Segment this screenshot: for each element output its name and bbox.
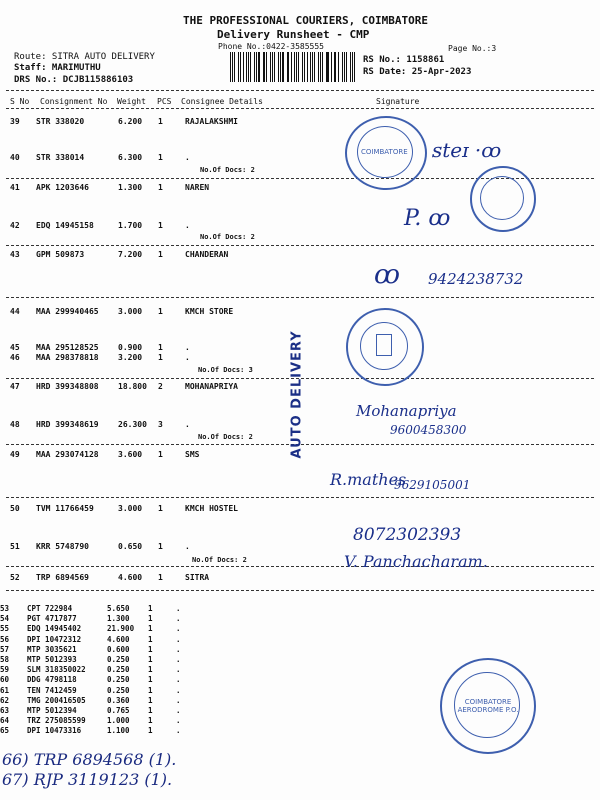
table-row — [8, 504, 308, 516]
divider — [6, 497, 594, 498]
barcode-bar — [274, 52, 275, 82]
barcode-bar — [346, 52, 347, 82]
row-sno: 41 — [10, 183, 20, 192]
row-consignee: . — [185, 221, 190, 230]
handwritten-name-2: R.mathes — [330, 470, 407, 489]
electronics-stamp — [470, 166, 536, 232]
row-sno: 65 — [0, 726, 10, 736]
row-consignment: GPM 509873 — [36, 250, 85, 259]
row-pcs: 1 — [148, 604, 153, 613]
row-weight: 0.250 — [107, 675, 130, 685]
row-consignee: RAJALAKSHMI — [185, 117, 238, 126]
row-consignee: . — [185, 420, 190, 429]
handwritten-phone-2: 9600458300 — [390, 423, 467, 437]
stamp-text: COIMBATORE — [361, 148, 408, 156]
row-pcs: 1 — [148, 644, 153, 654]
divider — [6, 90, 594, 91]
row-pcs: 1 — [148, 685, 153, 695]
row-pcs: 1 — [158, 221, 163, 230]
row-consignment: STR 338014 — [36, 153, 85, 162]
row-consignment: EDQ 14945402 — [27, 624, 82, 634]
row-pcs: 1 — [148, 675, 153, 685]
row-consignee: . — [176, 675, 181, 685]
row-consignee: . — [176, 665, 181, 675]
row-consignee: . — [176, 685, 181, 695]
row-consignment: HRD 399348808 — [36, 382, 99, 391]
barcode-bar — [278, 52, 279, 82]
row-weight: 3.000 — [118, 504, 143, 513]
row-sno: 54 — [0, 614, 10, 624]
company-title: THE PROFESSIONAL COURIERS, COIMBATORE — [183, 14, 429, 27]
barcode-bar — [258, 52, 259, 82]
row-consignee: . — [176, 624, 181, 634]
docs-count: No.Of Docs: 2 — [200, 233, 255, 241]
runsheet-subtitle: Delivery Runsheet - CMP — [217, 28, 370, 41]
barcode-bar — [238, 52, 239, 82]
row-consignment: CPT 722984 — [27, 604, 73, 613]
row-consignment: MAA 295128525 — [36, 343, 99, 352]
row-sno: 51 — [10, 542, 20, 551]
row-pcs: 1 — [148, 614, 153, 624]
drs-number: DRS No.: DCJB115886103 — [14, 75, 134, 85]
table-row — [8, 450, 308, 462]
handwritten-entry-66: 66) TRP 6894568 (1). — [2, 750, 177, 769]
table-row — [8, 307, 308, 319]
barcode-bar — [322, 52, 323, 82]
row-pcs: 1 — [158, 183, 163, 192]
table-row — [8, 382, 308, 394]
row-pcs: 1 — [158, 504, 163, 513]
phone-number: Phone No.:0422-3585555 — [218, 42, 324, 51]
barcode — [230, 52, 358, 82]
row-sno: 46 — [10, 353, 20, 362]
route-label: Route: SITRA AUTO DELIVERY — [14, 52, 155, 62]
row-pcs: 1 — [158, 573, 163, 582]
row-weight: 3.200 — [118, 353, 143, 362]
barcode-bar — [254, 52, 255, 82]
row-pcs: 1 — [158, 153, 163, 162]
row-weight: 1.300 — [118, 183, 143, 192]
row-sno: 45 — [10, 343, 20, 352]
barcode-bar — [266, 52, 267, 82]
table-row — [8, 353, 308, 365]
col-consignment: Consignment No — [40, 97, 108, 106]
row-consignment: MAA 293074128 — [36, 450, 99, 459]
barcode-bar — [327, 52, 328, 82]
row-weight: 1.100 — [107, 726, 130, 736]
row-sno: 55 — [0, 624, 10, 634]
row-consignee: KMCH STORE — [185, 307, 234, 316]
row-weight: 1.300 — [107, 614, 130, 624]
row-weight: 6.300 — [118, 153, 143, 162]
row-consignment: DPI 10473316 — [27, 726, 82, 736]
row-sno: 58 — [0, 655, 10, 664]
barcode-bar — [335, 52, 336, 82]
table-row — [0, 726, 200, 738]
auto-delivery-text: AUTO DELIVERY — [289, 330, 305, 459]
row-consignment: TRZ 275085599 — [27, 716, 86, 726]
row-consignee: . — [176, 716, 181, 726]
row-consignee: SITRA — [185, 573, 210, 582]
row-consignment: MAA 299940465 — [36, 307, 99, 316]
handwritten-name-3: V. Panchacharam. — [344, 552, 488, 571]
barcode-bar — [250, 52, 251, 82]
handwritten-phone-4: 8072302393 — [353, 525, 462, 545]
row-pcs: 1 — [158, 117, 163, 126]
row-sno: 48 — [10, 420, 20, 429]
row-weight: 0.765 — [107, 706, 130, 715]
col-pcs: PCS — [157, 97, 172, 106]
row-consignment: STR 338020 — [36, 117, 85, 126]
rs-date: RS Date: 25-Apr-2023 — [363, 67, 472, 77]
row-sno: 43 — [10, 250, 20, 259]
row-weight: 4.600 — [118, 573, 143, 582]
staff-label: Staff: MARIMUTHU — [14, 63, 101, 73]
row-sno: 39 — [10, 117, 20, 126]
row-pcs: 1 — [148, 726, 153, 736]
barcode-bar — [282, 52, 283, 82]
row-weight: 1.000 — [107, 716, 130, 726]
row-consignment: TEN 7412459 — [27, 685, 77, 695]
row-consignee: MOHANAPRIYA — [185, 382, 238, 391]
signature-scribble: ꝏ — [374, 260, 400, 290]
row-consignment: SLM 318350022 — [27, 665, 86, 675]
table-row — [8, 183, 308, 195]
rs-number: RS No.: 1158861 — [363, 55, 445, 65]
signature-scribble: P. ꝏ — [404, 206, 451, 231]
handwritten-name-1: Mohanapriya — [356, 402, 457, 420]
row-consignee: . — [176, 726, 181, 736]
row-weight: 6.200 — [118, 117, 143, 126]
row-consignee: NAREN — [185, 183, 210, 192]
row-consignee: . — [185, 542, 190, 551]
docs-count: No.Of Docs: 2 — [198, 433, 253, 441]
docs-count: No.Of Docs: 2 — [200, 166, 255, 174]
row-sno: 40 — [10, 153, 20, 162]
row-pcs: 1 — [158, 307, 163, 316]
row-consignment: EDQ 14945158 — [36, 221, 94, 230]
row-sno: 53 — [0, 604, 10, 613]
row-sno: 63 — [0, 706, 10, 715]
barcode-bar — [314, 52, 315, 82]
barcode-bar — [310, 52, 311, 82]
row-consignee: . — [176, 706, 181, 715]
post-office-stamp — [440, 658, 536, 754]
row-pcs: 2 — [158, 382, 163, 391]
row-consignee: . — [176, 604, 181, 613]
row-sno: 42 — [10, 221, 20, 230]
row-sno: 47 — [10, 382, 20, 391]
row-weight: 7.200 — [118, 250, 143, 259]
row-weight: 0.600 — [107, 644, 130, 654]
row-consignee: KMCH HOSTEL — [185, 504, 238, 513]
table-row — [8, 573, 308, 585]
row-consignee: . — [176, 644, 181, 654]
docs-count: No.Of Docs: 2 — [192, 556, 247, 564]
divider — [6, 108, 594, 109]
row-sno: 59 — [0, 665, 10, 675]
row-weight: 21.900 — [107, 624, 135, 634]
barcode-bar — [288, 52, 289, 82]
barcode-bar — [298, 52, 299, 82]
handwritten-entry-67: 67) RJP 3119123 (1). — [2, 770, 173, 789]
row-pcs: 1 — [148, 695, 153, 705]
row-consignment: MAA 298378818 — [36, 353, 99, 362]
row-consignment: KRR 5748790 — [36, 542, 89, 551]
row-pcs: 1 — [158, 353, 163, 362]
table-row — [8, 153, 308, 165]
row-weight: 0.650 — [118, 542, 143, 551]
row-sno: 56 — [0, 634, 10, 644]
row-consignee: . — [176, 655, 181, 664]
hospital-stamp — [346, 308, 424, 386]
barcode-bar — [302, 52, 303, 82]
signature-scribble: ꜱteɪ ·ꝏ — [432, 138, 502, 162]
col-signature: Signature — [376, 97, 420, 106]
col-consignee: Consignee Details — [181, 97, 263, 106]
row-sno: 57 — [0, 644, 10, 654]
row-consignment: HRD 399348619 — [36, 420, 99, 429]
row-weight: 26.300 — [118, 420, 147, 429]
barcode-bar — [240, 52, 241, 82]
divider — [6, 590, 594, 591]
row-consignment: TMG 200416505 — [27, 695, 86, 705]
row-weight: 3.000 — [118, 307, 143, 316]
row-weight: 0.900 — [118, 343, 143, 352]
row-consignment: APK 1203646 — [36, 183, 89, 192]
docs-count: No.Of Docs: 3 — [198, 366, 253, 374]
row-weight: 0.250 — [107, 665, 130, 675]
row-consignment: PGT 4717877 — [27, 614, 77, 624]
row-pcs: 1 — [148, 706, 153, 715]
col-sno: S No — [10, 97, 30, 106]
row-sno: 61 — [0, 685, 10, 695]
barcode-bar — [338, 52, 339, 82]
company-stamp — [345, 116, 427, 190]
row-consignee: . — [185, 343, 190, 352]
row-consignee: . — [176, 614, 181, 624]
row-sno: 64 — [0, 716, 10, 726]
row-pcs: 1 — [158, 542, 163, 551]
row-pcs: 1 — [148, 716, 153, 726]
row-weight: 18.800 — [118, 382, 147, 391]
row-consignment: TVM 11766459 — [36, 504, 94, 513]
row-pcs: 1 — [148, 624, 153, 634]
table-row — [8, 542, 308, 554]
row-sno: 49 — [10, 450, 20, 459]
row-sno: 62 — [0, 695, 10, 705]
table-row — [8, 221, 308, 233]
row-consignment: MTP 5012393 — [27, 655, 77, 664]
row-pcs: 1 — [148, 634, 153, 644]
handwritten-phone-1: 9424238732 — [428, 270, 524, 288]
row-weight: 0.250 — [107, 655, 130, 664]
table-row — [8, 420, 308, 432]
divider — [6, 245, 594, 246]
stamp-text: COIMBATORE AERODROME P.O. — [457, 698, 519, 714]
barcode-bar — [230, 52, 231, 82]
table-row — [8, 250, 308, 262]
row-pcs: 1 — [148, 665, 153, 675]
row-consignee: . — [185, 353, 190, 362]
row-consignment: DPI 10472312 — [27, 634, 82, 644]
row-pcs: 1 — [158, 250, 163, 259]
row-consignment: MTP 5012394 — [27, 706, 77, 715]
row-weight: 0.250 — [107, 685, 130, 695]
row-weight: 5.650 — [107, 604, 130, 613]
row-consignee: . — [185, 153, 190, 162]
row-pcs: 3 — [158, 420, 163, 429]
row-consignee: . — [176, 634, 181, 644]
row-consignee: . — [176, 695, 181, 705]
divider — [6, 297, 594, 298]
row-consignment: DDG 4798118 — [27, 675, 77, 685]
row-weight: 0.360 — [107, 695, 130, 705]
row-sno: 50 — [10, 504, 20, 513]
row-pcs: 1 — [148, 655, 153, 664]
row-consignment: MTP 3035621 — [27, 644, 77, 654]
row-consignee: SMS — [185, 450, 200, 459]
table-row — [8, 117, 308, 129]
barcode-bar — [354, 52, 355, 82]
row-pcs: 1 — [158, 450, 163, 459]
row-sno: 52 — [10, 573, 20, 582]
row-weight: 3.600 — [118, 450, 143, 459]
row-weight: 1.700 — [118, 221, 143, 230]
divider — [6, 566, 594, 567]
col-weight: Weight — [117, 97, 146, 106]
row-sno: 60 — [0, 675, 10, 685]
auto-delivery-stamp — [282, 312, 304, 462]
row-sno: 44 — [10, 307, 20, 316]
row-consignee: CHANDERAN — [185, 250, 229, 259]
row-consignment: TRP 6894569 — [36, 573, 89, 582]
page-number: Page No.:3 — [448, 44, 497, 53]
row-pcs: 1 — [158, 343, 163, 352]
row-weight: 4.600 — [107, 634, 130, 644]
handwritten-phone-3: 9629105001 — [394, 478, 471, 492]
